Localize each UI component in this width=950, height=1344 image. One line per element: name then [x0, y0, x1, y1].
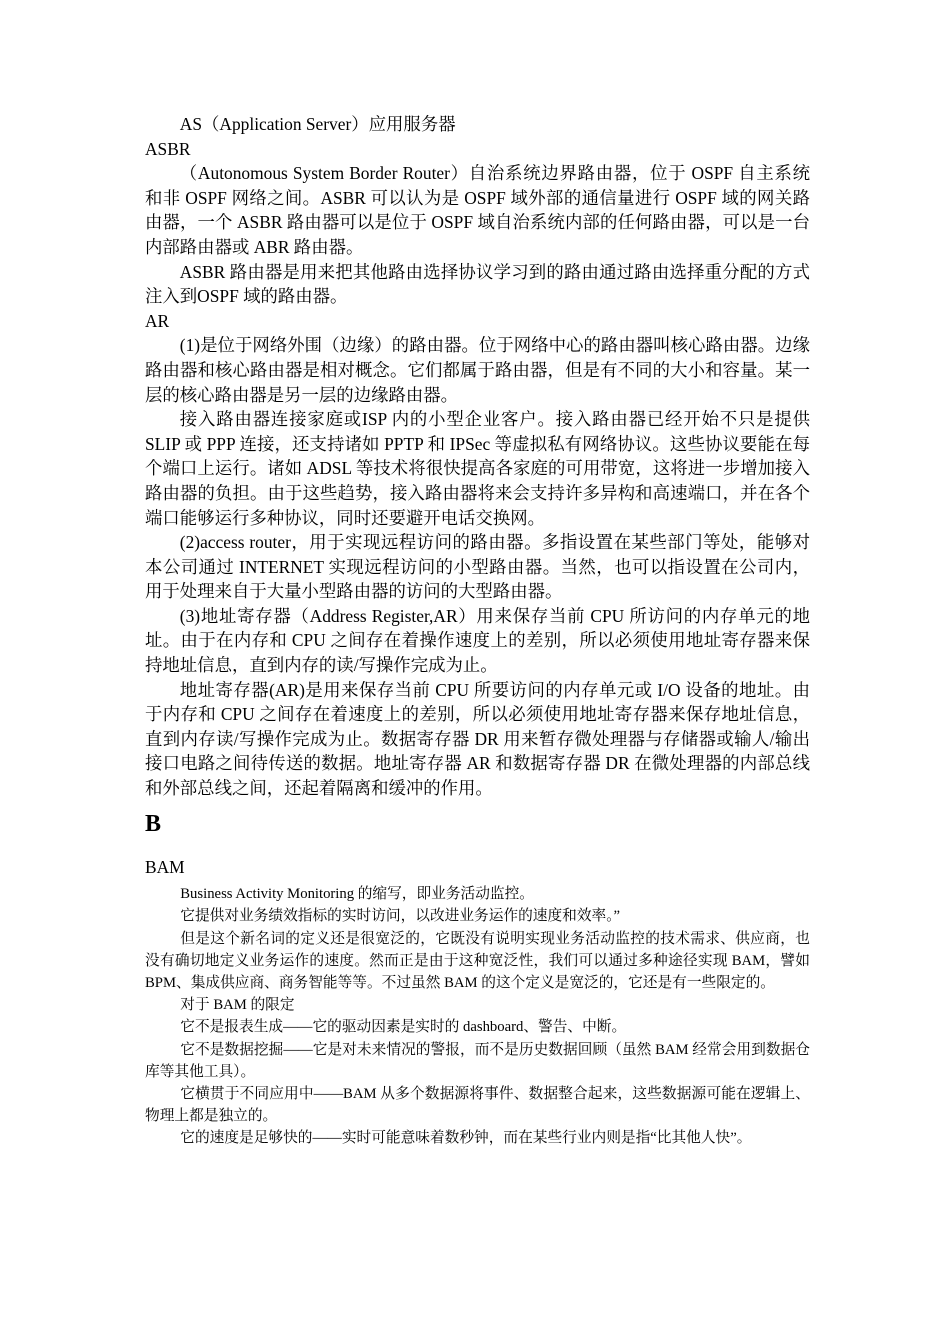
section-a	[145, 112, 810, 801]
document-page	[145, 112, 810, 1150]
ar-paragraph-3: (2)access router，用于实现远程访问的路由器。多指设置在某些部门等处，能够对本公司通过 INTERNET 实现远程访问的小型路由器。当然，也可以指设置在公司内，用于处理来自于大量小型路由器的访问的大型路由器。	[145, 532, 810, 602]
bam-paragraph-1: Business Activity Monitoring 的缩写，即业务活动监控。	[180, 886, 534, 903]
ar-paragraph-1: (1)是位于网络外围（边缘）的路由器。位于网络中心的路由器叫核心路由器。边缘路由器和核心路由器是相对概念。它们都属于路由器，但是有不同的大小和容量。某一层的核心路由器是另一层的边缘路由器。	[145, 335, 810, 405]
ar-term: AR	[145, 310, 170, 331]
ar-paragraph-4: (3)地址寄存器（Address Register,AR）用来保存当前 CPU 所访问的内存单元的地址。由于在内存和 CPU 之间存在着操作速度上的差别，所以必须使用地址寄存器来保持地址信息，直到内存的读/写操作完成为止。	[145, 605, 810, 676]
bam-paragraph-3: 但是这个新名词的定义还是很宽泛的，它既没有说明实现业务活动监控的技术需求、供应商，也没有确切地定义业务运作的速度。然而正是由于这种宽泛性，我们可以通过多种途径实现 BAM，譬如 BPM、集成供应商、商务智能等等。不过虽然 BAM 的这个定义是宽泛的，它还是有一些限定的。	[145, 930, 810, 992]
asbr-paragraph-2: ASBR 路由器是用来把其他路由选择协议学习到的路由通过路由选择重分配的方式注入到OSPF 域的路由器。	[145, 261, 810, 307]
asbr-term: ASBR	[145, 138, 191, 159]
ar-paragraph-2: 接入路由器连接家庭或ISP 内的小型企业客户。接入路由器已经开始不只是提供 SLIP 或 PPP 连接，还支持诸如 PPTP 和 IPSec 等虚拟私有网络协议。这些协议要能在每个端口上运行。诸如 ADSL 等技术将很快提高各家庭的可用带宽，这将进一步增加接入路由器的负担。由于这些趋势，接入路由器将来会支持许多异构和高速端口，并在各个端口能够运行多种协议，同时还要避开电话交换网。	[145, 409, 810, 528]
asbr-paragraph-1: （Autonomous System Border Router）自治系统边界路由器，位于 OSPF 自主系统和非 OSPF 网络之间。ASBR 可以认为是 OSPF 域外部的通信量进行 OSPF 域的网关路由器，一个 ASBR 路由器可以是位于 OSPF 域自治系统内部的任何路由器，可以是一台内部路由器或 ABR 路由器。	[145, 163, 810, 257]
as-definition: AS（Application Server）应用服务器	[179, 114, 456, 134]
section-heading-b: B	[145, 810, 162, 837]
bam-body	[145, 883, 810, 1149]
bam-paragraph-5: 它不是报表生成——它的驱动因素是实时的 dashboard、警告、中断。	[180, 1019, 627, 1036]
bam-paragraph-8: 它的速度是足够快的——实时可能意味着数秒钟，而在某些行业内则是指“比其他人快”。	[180, 1130, 752, 1147]
bam-term: BAM	[145, 856, 185, 877]
bam-paragraph-6: 它不是数据挖掘——它是对未来情况的警报，而不是历史数据回顾（虽然 BAM 经常会用到数据仓库等其他工具）。	[145, 1041, 810, 1080]
section-b	[145, 855, 810, 1150]
ar-paragraph-5: 地址寄存器(AR)是用来保存当前 CPU 所要访问的内存单元或 I/O 设备的地址。由于内存和 CPU 之间存在着速度上的差别，所以必须使用地址寄存器来保存地址信息，直到内存读/写操作完成为止。数据寄存器 DR 用来暂存微处理器与存储器或输人/输出接口电路之间待传送的数据。地址寄存器 AR 和数据寄存器 DR 在微处理器的内部总线和外部总线之间，还起着隔离和缓冲的作用。	[145, 679, 810, 799]
bam-paragraph-2: 它提供对业务绩效指标的实时访问，以改进业务运作的速度和效率。”	[180, 908, 621, 925]
bam-paragraph-7: 它横贯于不同应用中——BAM 从多个数据源将事件、数据整合起来，这些数据源可能在逻辑上、物理上都是独立的。	[145, 1086, 810, 1125]
bam-paragraph-4: 对于 BAM 的限定	[180, 997, 295, 1014]
